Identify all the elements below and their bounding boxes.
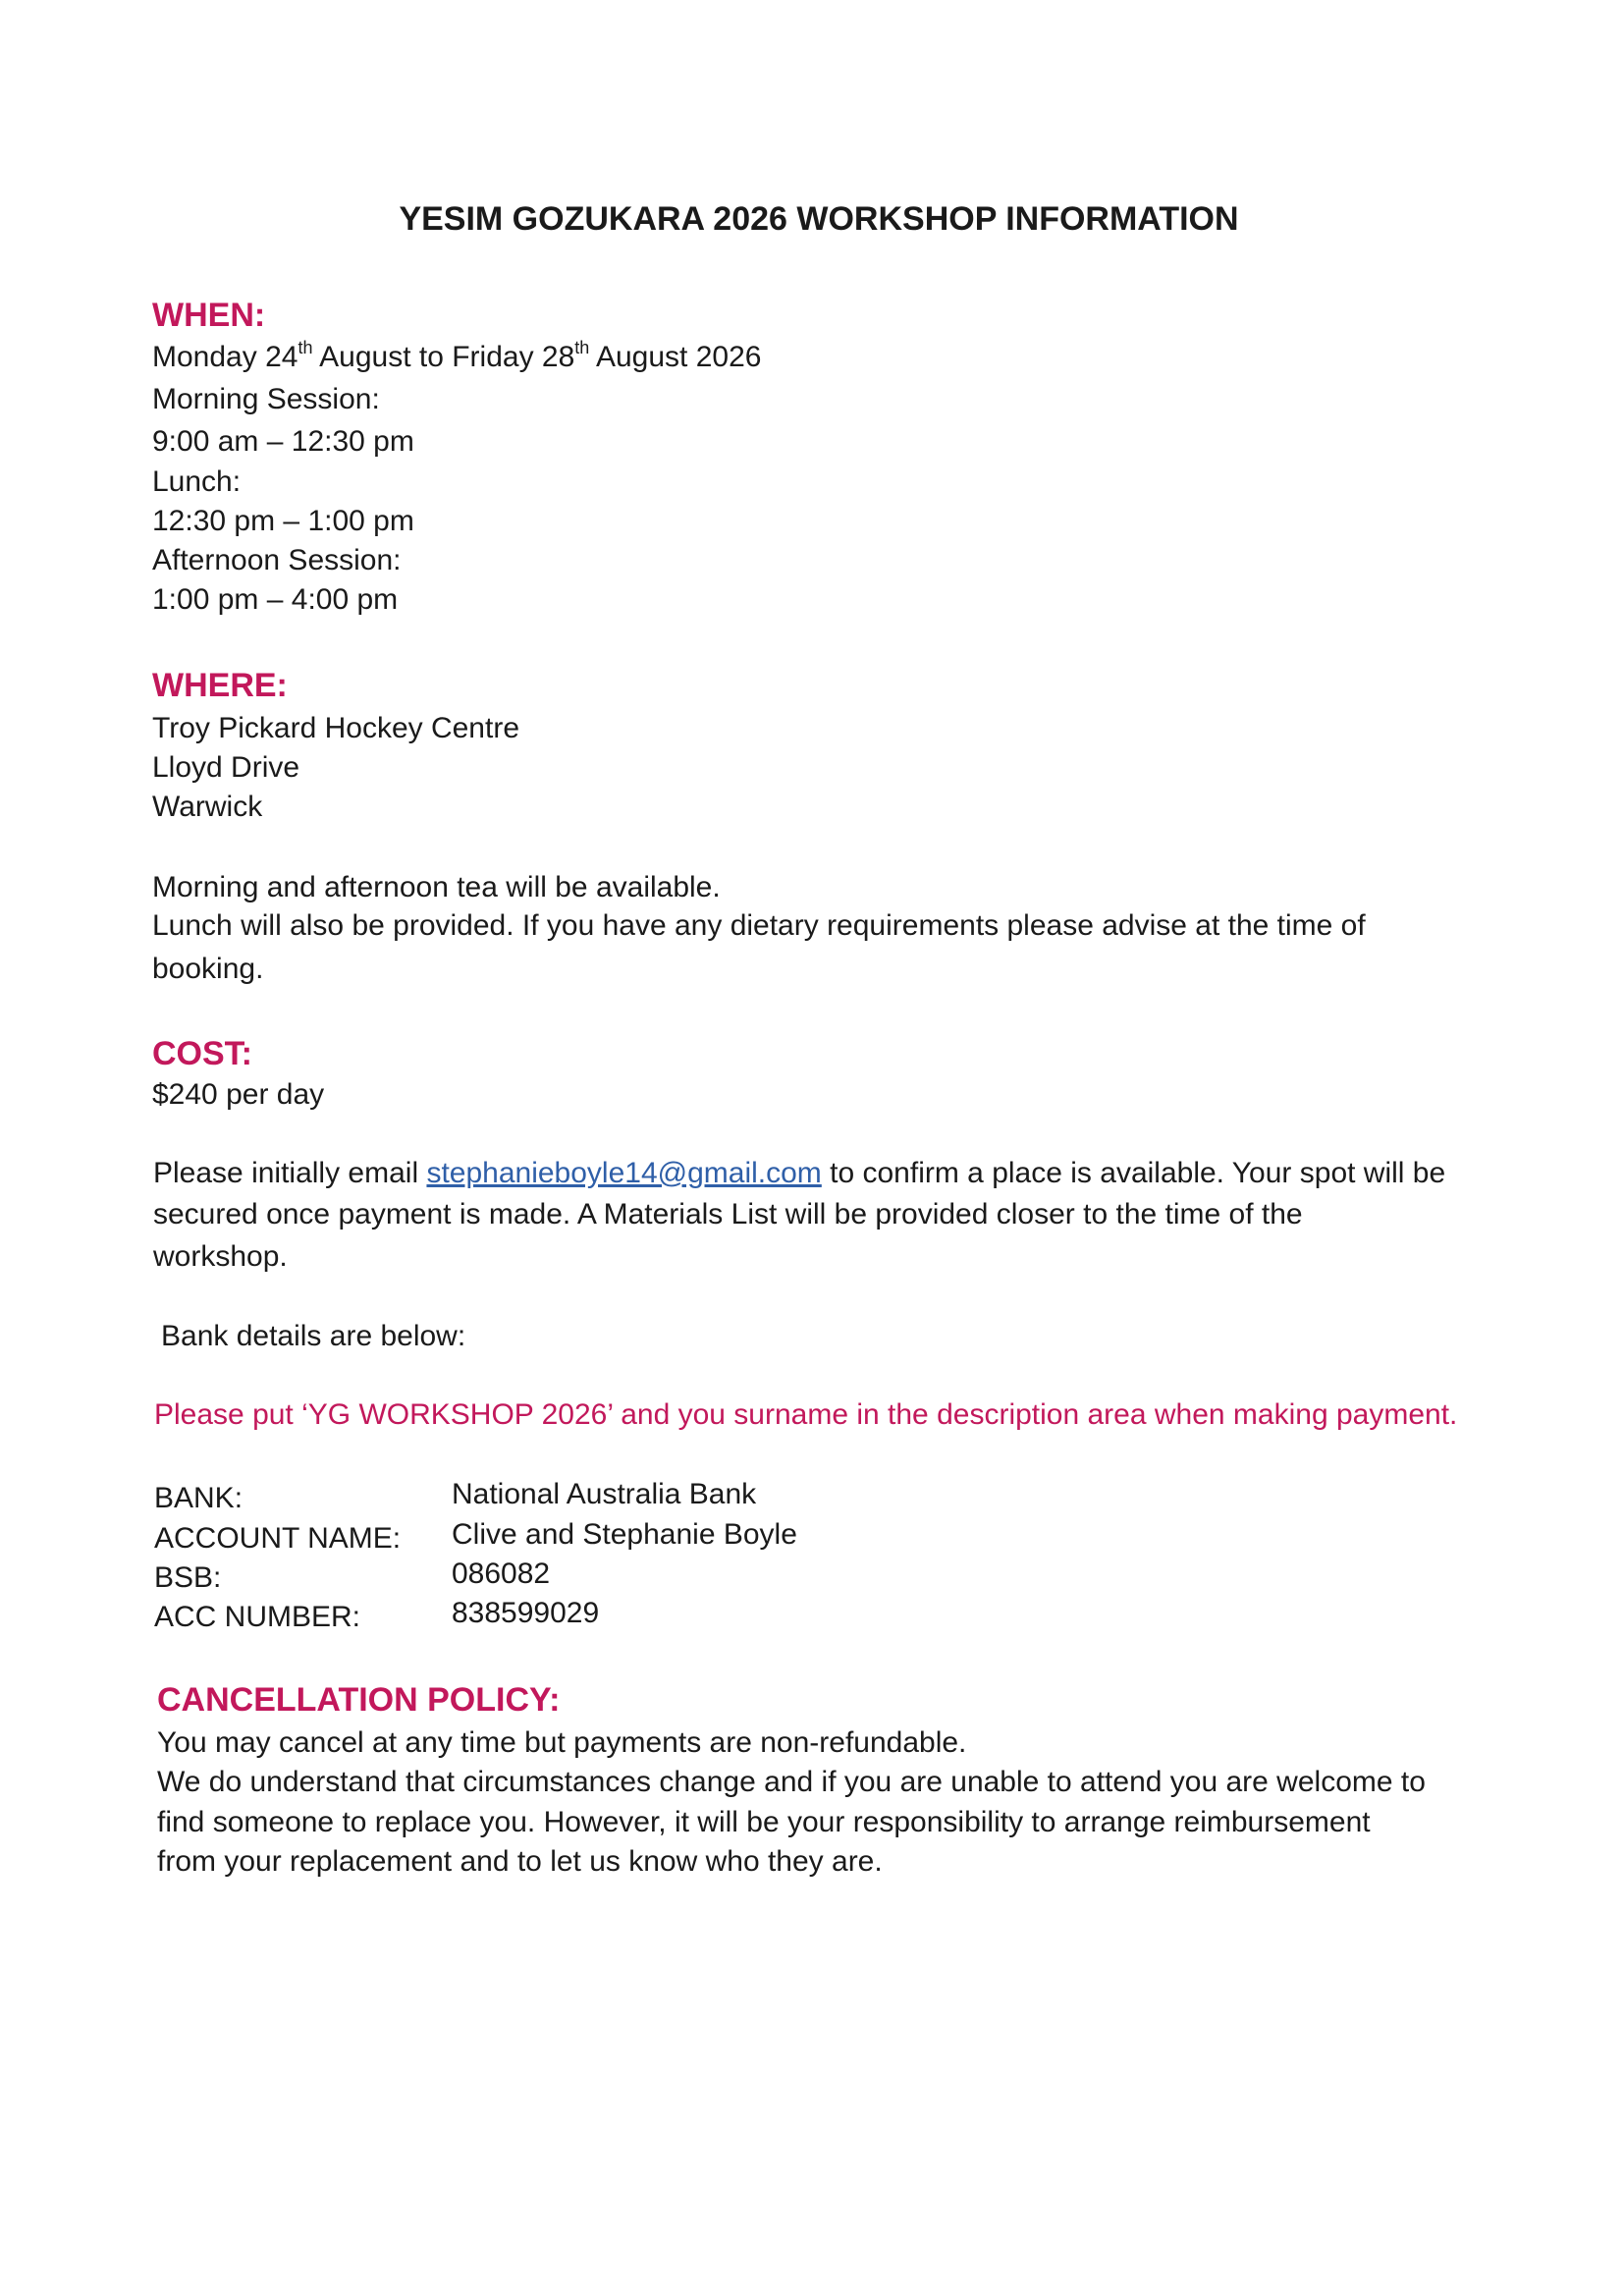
bank-label: BANK: [154,1482,243,1514]
page-title: YESIM GOZUKARA 2026 WORKSHOP INFORMATION [399,200,1239,238]
where-heading: WHERE: [152,667,288,704]
booking-line-2: secured once payment is made. A Materials List will be provided closer to the time of the [153,1198,1303,1230]
account-name-label: ACCOUNT NAME: [154,1522,402,1555]
booking-line-3: workshop. [153,1240,288,1273]
morning-session-time: 9:00 am – 12:30 pm [152,425,414,458]
booking-line-1: Please initially email stephanieboyle14@gmail.com to confirm a place is available. Your spot will be [153,1157,1446,1189]
cost-price: $240 per day [152,1078,325,1111]
bsb-value: 086082 [452,1558,551,1590]
catering-line-1: Morning and afternoon tea will be available. [152,871,721,903]
cancellation-line-3: find someone to replace you. However, it will be your responsibility to arrange reimbursement [157,1806,1371,1838]
morning-session-label: Morning Session: [152,383,380,415]
afternoon-session-time: 1:00 pm – 4:00 pm [152,583,399,616]
acc-number-value: 838599029 [452,1597,600,1629]
account-name-value: Clive and Stephanie Boyle [452,1518,797,1551]
venue-name: Troy Pickard Hockey Centre [152,712,520,744]
when-heading: WHEN: [152,297,266,334]
venue-street: Lloyd Drive [152,751,300,784]
lunch-time: 12:30 pm – 1:00 pm [152,505,414,537]
lunch-label: Lunch: [152,465,242,498]
catering-line-2: Lunch will also be provided. If you have any dietary requirements please advise at the time of [152,909,1366,942]
venue-town: Warwick [152,791,263,823]
cancellation-line-1: You may cancel at any time but payments are non-refundable. [157,1726,967,1759]
bank-intro: Bank details are below: [161,1320,466,1352]
catering-line-3: booking. [152,953,264,985]
email-link[interactable]: stephanieboyle14@gmail.com [426,1157,822,1189]
payment-note: Please put ‘YG WORKSHOP 2026’ and you surname in the description area when making payment. [154,1398,1458,1431]
bank-value: National Australia Bank [452,1478,757,1510]
workshop-dates: Monday 24th August to Friday 28th August 2026 [152,338,762,373]
cancellation-heading: CANCELLATION POLICY: [157,1681,561,1719]
afternoon-session-label: Afternoon Session: [152,544,402,576]
cost-heading: COST: [152,1035,252,1072]
bsb-label: BSB: [154,1561,222,1594]
cancellation-line-2: We do understand that circumstances change and if you are unable to attend you are welcome to [157,1766,1426,1798]
acc-number-label: ACC NUMBER: [154,1601,361,1633]
cancellation-line-4: from your replacement and to let us know who they are. [157,1845,883,1878]
